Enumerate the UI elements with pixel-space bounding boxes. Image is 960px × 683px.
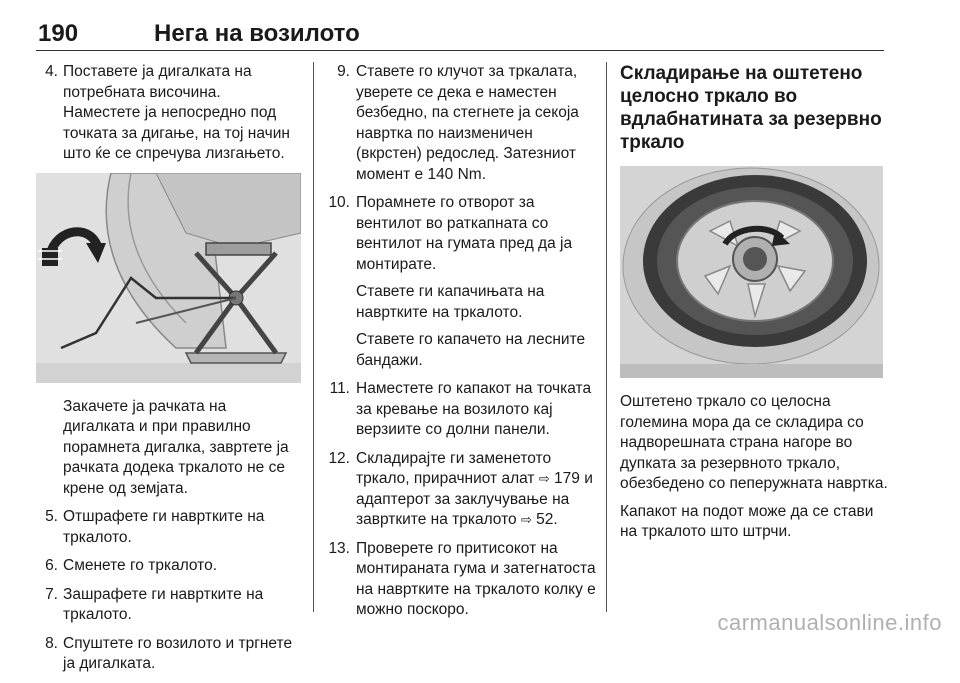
step-8 xyxy=(36,634,301,675)
column-3 xyxy=(620,62,890,550)
step-10 xyxy=(324,193,596,371)
step-number: 11. xyxy=(329,380,350,397)
step-text-3: Ставете го капачето на лесните бандажи. xyxy=(356,331,586,369)
step-13 xyxy=(324,539,596,621)
step-text: Ставете го клучот за тркалата, уверете се дека е наместен безбедно, па стегнете ја секоја навртка по наизменичен (вкрстен) редослед. Затезниот момент е 140 Nm. xyxy=(356,63,579,183)
jack-illustration xyxy=(36,173,301,383)
step-5 xyxy=(36,507,301,548)
column-divider xyxy=(606,62,607,612)
step-text: Отшрафете ги навртките на тркалото. xyxy=(63,508,265,546)
column-divider xyxy=(313,62,314,612)
page-title: Нега на возилото xyxy=(154,20,360,47)
step-number: 9. xyxy=(337,63,350,80)
step-7 xyxy=(36,585,301,626)
step-number: 7. xyxy=(45,585,58,603)
step-text: Сменете го тркалото. xyxy=(63,557,218,574)
step-4 xyxy=(36,62,301,165)
step-text-part: и адаптерот за заклучување на завртките на тркалото xyxy=(356,470,593,528)
step-text-part: Складирајте ги заменетото тркало, прирачниот алат xyxy=(356,449,552,487)
step-12 xyxy=(324,449,596,531)
reference-arrow-icon: ⇨ xyxy=(520,512,532,527)
column-1 xyxy=(36,62,301,683)
step-text: Порамнете го отворот за вентилот во раткапната со вентилот на гумата пред да ја монтирате. xyxy=(356,194,573,273)
step-text: Наместете го капакот на точката за кревање на возилото кај верзиите со долни панели. xyxy=(356,380,592,438)
step-text: Поставете ја дигалката на потребната височина. Наместете ја непосредно под точката за дигање, на тој начин што ќе се спречува лизгањето. xyxy=(63,63,290,162)
step-text xyxy=(356,449,596,531)
page-reference-link[interactable]: 179 xyxy=(554,470,580,487)
spare-tire-illustration xyxy=(620,166,883,378)
page-header xyxy=(36,20,884,51)
step-number: 6. xyxy=(45,557,58,574)
step-text-2: Ставете ги капачињата на навртките на тркалото. xyxy=(356,283,545,321)
step-number: 12. xyxy=(328,449,350,467)
step-number: 13. xyxy=(328,539,350,557)
step-number: 10. xyxy=(328,194,350,211)
watermark: carmanualsonline.info xyxy=(717,610,942,635)
step-text-part: . xyxy=(553,511,558,528)
step-number: 8. xyxy=(45,634,58,652)
page-reference-link[interactable]: 52 xyxy=(536,511,554,528)
column-2 xyxy=(324,62,596,629)
step-11 xyxy=(324,379,596,441)
step-9 xyxy=(324,62,596,185)
page-number: 190 xyxy=(38,20,79,47)
step-6 xyxy=(36,556,301,577)
paragraph-floor-cover: Капакот на подот може да се стави на тркалото што штрчи. xyxy=(620,502,874,540)
step-text: Зашрафете ги навртките на тркалото. xyxy=(63,585,264,623)
figure-caption: Закачете ја рачката на дигалката и при правилно порамнета дигалка, завртете ја рачката додека тркалото не се крене од земјата. xyxy=(63,397,289,497)
step-number: 5. xyxy=(45,508,58,525)
step-text: Проверете го притисокот на монтираната гума и затегнатоста на навртките на тркалото колку е можно поскоро. xyxy=(356,539,596,618)
reference-arrow-icon: ⇨ xyxy=(538,471,550,486)
step-text: Спуштете го возилото и тргнете ја дигалката. xyxy=(63,634,293,672)
step-number: 4. xyxy=(45,63,58,80)
section-heading: Складирање на оштетено целосно тркало во вдлабнатината за резервно тркало xyxy=(620,63,882,153)
paragraph-damaged-wheel: Оштетено тркало со целосна големина мора да се складира со надворешната страна нагоре во дупката за резервното тркало, обезбедено со пеперужната навртка. xyxy=(620,393,888,492)
